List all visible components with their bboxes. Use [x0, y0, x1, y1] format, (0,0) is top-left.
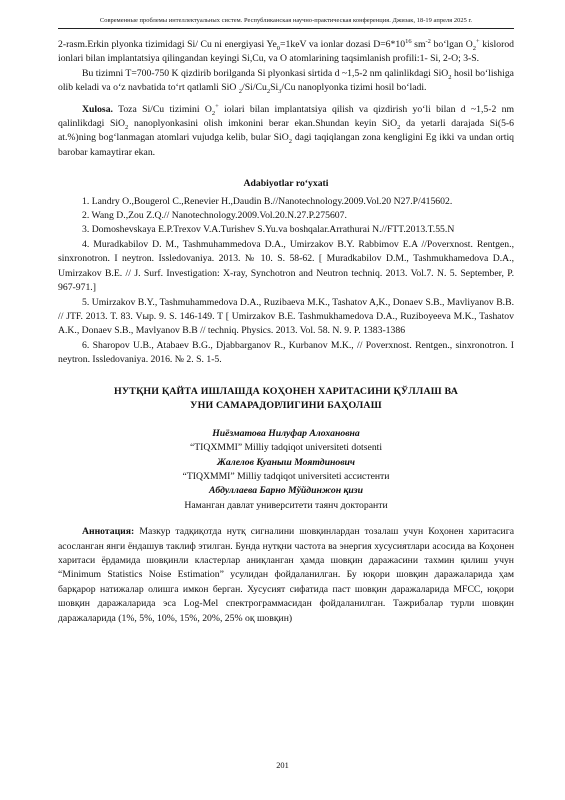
subscript: 2 — [288, 138, 292, 146]
references-title: Adabiyotlar ro‘yxati — [243, 178, 329, 190]
text-run: Toza Si/Cu tizimini O — [112, 103, 212, 115]
text-run: hosil bo‘lishiga olib keladi va o‘z navbatida to‘rt qatlamli SiO — [58, 67, 514, 94]
conclusion-paragraph — [58, 103, 514, 161]
figure-caption-paragraph — [58, 38, 514, 67]
paper-title-line: УНИ САМАРАДОРЛИГИНИ БАҲОЛАШ — [190, 400, 382, 412]
page-body — [58, 38, 514, 626]
subscript: 2 — [211, 109, 216, 117]
running-header: Современные проблемы интеллектуальных систем. Республиканская научно-практическая конференция. Джизак, 18-19 апреля 2025 г. — [99, 17, 473, 24]
subscript: 2 — [448, 73, 452, 81]
superscript: + — [475, 37, 480, 45]
author-affiliation: “TIQXMMI” Milliy tadqiqot universiteti dotsenti — [189, 442, 383, 454]
abstract-text: Мазкур тадқиқотда нутқ сигналини шовқинлардан тозалаш учун Коҳонен харитасига асосланган янги ёндашув таклиф этилган. Бунда нутқни частота ва энергия хусусиятлари асосида ва Коҳонен харитаси ёрдамида шовқинли кластерлар аниқланган ҳамда шовқин даражасини тахмин қилиш учун “Minimum Statistics Noise Estimation” усулидан фойдаланилган. Бу юқори шовқин даражаларида ҳам барқарор натижалар олишга имкон берган. Хусусият сифатида паст шовқин даражаларида MFCC, юқори шовқин даражаларида эса Log-Mel спектрограммасидан фойдаланилган. Тажрибалар турли шовқин даражаларида (1%, 5%, 10%, 15%, 20%, 25% оқ шовқин) — [58, 526, 514, 624]
superscript: -2 — [425, 37, 431, 45]
subscript: 0 — [276, 44, 281, 52]
reference-item: 4. Muradkabilov D. M., Tashmuhammedova D.A., Umirzakov B.Y. Rabbimov E.A //Poverxnost. Rentgen., sinxronotron. I neytron. Issledovaniya. 2013. № 10. S. 58-62. [ Muradkabilov D.M., Tashmukhamedova D.A., Umirzakov B.E. // J. Surf. Investigation: X-ray, Synchotron and Neutron techniq. 2013. Vol.7. N. 5. September, P. 967-971.] — [58, 238, 514, 294]
text-run: =1keV va ionlar dozasi D=6*10 — [280, 39, 406, 50]
reference-item: 3. Domoshevskaya E.P.Trexov V.A.Turishev S.Yu.va boshqalar.Arrathurai N.//FTT.2013.T.55.N — [82, 224, 455, 236]
text-run: iolari bilan implantatsiya qilish va qizdirish yo‘li bilan d ~1,5-2 nm qalinlikdagi SiO — [58, 103, 514, 130]
author-block — [58, 427, 514, 513]
subscript: 2 — [266, 88, 271, 96]
subscript: 2 — [125, 123, 129, 131]
author-affiliation: Наманган давлат университети таянч докторанти — [184, 499, 388, 511]
superscript: 16 — [405, 37, 412, 45]
subscript: 2 — [397, 123, 401, 131]
conclusion-label: Xulosa. — [82, 103, 113, 115]
reference-item: 1. Landry O.,Bougerol C.,Renevier H.,Daudin B.//Nanotechnology.2009.Vol.20 N27.P/415602. — [82, 195, 453, 207]
text-run: kislorod ionlari bilan implantatsiya qilingandan keyingi Si,Cu, va O atomlarining taqsimlanish profili:1- Si, 2-O; 3-S. — [58, 39, 515, 65]
text-run: /Si/Cu — [242, 82, 267, 94]
text-run: dagi taqiqlangan zona kengligini Eg ikki va undan ortiq barobar kamaytirar ekan. — [58, 132, 515, 158]
author-name: Абдуллаева Барно Мўйдинжон қизи — [209, 485, 363, 497]
author-name: Ниёзматова Нилуфар Алохановна — [212, 427, 360, 439]
text-run: Bu tizimni T=700-750 K qizdirib borilganda Si plyonkasi sirtida d ~1,5-2 nm qalinlikdagi SiO — [82, 67, 449, 79]
abstract-paragraph — [58, 525, 514, 626]
abstract-label: Аннотация: — [82, 526, 135, 538]
text-run: da yetarli darajada Si(5-6 at.%)ning bog‘lanmagan atomlari vujudga kelib, bular SiO — [58, 118, 514, 144]
author-name: Жалелов Куаныш Моятдинович — [216, 456, 356, 468]
reference-item: 2. Wang D.,Zou Z.Q.// Nanotechnology.2009.Vol.20.N.27.P.275607. — [82, 210, 347, 222]
text-run: bo‘lgan O — [430, 39, 473, 50]
reference-item: 6. Sharopov U.B., Atabaev B.G., Djabbarganov R., Kurbanov M.K., // Poverxnost. Rentgen., sinxronotron. I neytron. Issledovaniya. 2016. № 2. S. 1-5. — [58, 339, 514, 366]
reference-item: 5. Umirzakov B.Y., Tashmuhammedova D.A., Ruzibaeva M.K., Tashatov A,K., Donaev S.B., Mavliyanov B.B. // JTF. 2013. T. 83. Vыp. 9. S. 146-149. T [ Umirzakov B.E. Tashmukhamedova D.A., Ruziboyeeva M.K., Tashatov A.K., Donaev S.B., Mavlyanov B.B // techniq. Physics. 2013. Vol. 58. N. 9. P. 1383-1386 — [58, 296, 514, 337]
text-run: sm — [411, 39, 426, 50]
text-run: nanoplyonkasini olish imkonini berar ekan.Shundan keyin SiO — [128, 118, 398, 130]
superscript: + — [215, 102, 219, 110]
subscript: 3 — [278, 88, 282, 96]
header-rule — [58, 28, 514, 29]
author-affiliation: “TIQXMMI” Milliy tadqiqot universiteti ассистенти — [182, 470, 390, 482]
paper-title — [58, 385, 514, 414]
text-run: Si — [270, 82, 279, 94]
text-run: /Cu nanoplyonka tizimi hosil bo‘ladi. — [281, 82, 427, 94]
text-run: 2-rasm.Erkin plyonka tizimidagi Si/ Cu ni energiyasi Ye — [58, 39, 277, 50]
paper-title-line: НУТҚНИ ҚАЙТА ИШЛАШДА КОҲОНЕН ХАРИТАСИНИ ҚЎЛЛАШ ВА — [113, 385, 459, 397]
body-paragraph — [58, 67, 514, 96]
subscript: 2 — [472, 44, 476, 52]
page-number: 201 — [276, 761, 289, 770]
subscript: 2 — [238, 88, 243, 96]
